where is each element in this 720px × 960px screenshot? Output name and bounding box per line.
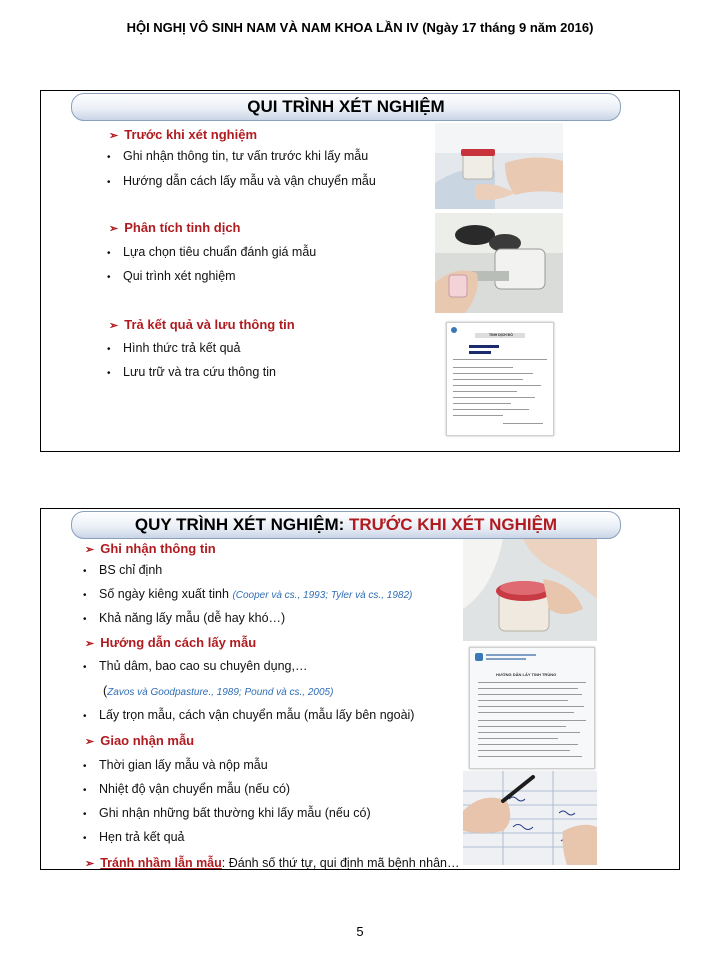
bullet-item: • Hình thức trả kết quả [107, 341, 241, 355]
bullet-item: • Thời gian lấy mẫu và nộp mẫu [83, 758, 268, 772]
microscope-photo [435, 213, 563, 313]
arrow-icon: ➢ [85, 736, 95, 748]
bullet-icon: • [107, 152, 111, 163]
slide-2-title: QUY TRÌNH XÉT NGHIỆM: TRƯỚC KHI XÉT NGHIỆM [71, 511, 621, 539]
bullet-icon: • [83, 662, 87, 673]
arrow-icon: ➢ [109, 223, 119, 235]
sample-guide-thumbnail [469, 647, 595, 769]
section-heading: ➢ Hướng dẫn cách lấy mẫu [85, 635, 257, 650]
bullet-item: • Lựa chọn tiêu chuẩn đánh giá mẫu [107, 245, 317, 259]
bullet-item: • Khả năng lấy mẫu (dễ hay khó…) [83, 611, 286, 625]
bullet-item: • Thủ dâm, bao cao su chuyên dụng,… [83, 659, 308, 673]
bullet-icon: • [83, 833, 87, 844]
bullet-icon: • [107, 248, 111, 259]
arrow-icon: ➢ [109, 320, 119, 332]
bullet-icon: • [83, 566, 87, 577]
bullet-icon: • [83, 761, 87, 772]
section-heading: ➢ Trả kết quả và lưu thông tin [109, 317, 295, 332]
arrow-icon: ➢ [85, 858, 95, 870]
bullet-icon: • [107, 177, 111, 188]
bullet-icon: • [83, 590, 87, 601]
citation-line: (Zavos và Goodpasture., 1989; Pound và cs., 2005) [103, 684, 334, 698]
slide-1-title: QUI TRÌNH XÉT NGHIỆM [71, 93, 621, 121]
bullet-icon: • [83, 614, 87, 625]
bullet-item: • Hướng dẫn cách lấy mẫu và vận chuyển mẫu [107, 174, 376, 188]
slide-1 [40, 90, 680, 452]
arrow-icon: ➢ [85, 544, 95, 556]
section-heading: ➢ Giao nhận mẫu [85, 733, 195, 748]
bullet-icon: • [83, 711, 87, 722]
writing-form-photo [463, 771, 597, 865]
conference-header: HỘI NGHỊ VÔ SINH NAM VÀ NAM KHOA LẦN IV (Ngày 17 tháng 9 năm 2016) [126, 20, 594, 35]
bullet-item: • Qui trình xét nghiệm [107, 269, 236, 283]
page-number: 5 [356, 924, 364, 939]
bullet-item: • Nhiệt độ vận chuyển mẫu (nếu có) [83, 782, 291, 796]
bullet-item: • Ghi nhận những bất thường khi lấy mẫu (nếu có) [83, 806, 371, 820]
bullet-icon: • [107, 272, 111, 283]
bullet-item: • BS chỉ định [83, 563, 163, 577]
section-heading: ➢ Ghi nhận thông tin [85, 541, 216, 556]
section-heading-cut: ➢ Tránh nhầm lẫn mẫu: Đánh số thứ tự, qui định mã bệnh nhân… [85, 856, 460, 870]
section-heading: ➢ Phân tích tinh dịch [109, 220, 241, 235]
bullet-item: • Số ngày kiêng xuất tinh (Cooper và cs., 1993; Tyler và cs., 1982) [83, 587, 413, 601]
bullet-icon: • [107, 368, 111, 379]
bullet-item: • Lấy trọn mẫu, cách vận chuyển mẫu (mẫu lấy bên ngoài) [83, 708, 415, 722]
slide-2 [40, 508, 680, 870]
arrow-icon: ➢ [85, 638, 95, 650]
section-heading: ➢ Trước khi xét nghiệm [109, 127, 258, 142]
report-thumbnail [446, 322, 554, 436]
bullet-item: • Ghi nhận thông tin, tư vấn trước khi lấy mẫu [107, 149, 369, 163]
citation: (Cooper và cs., 1993; Tyler và cs., 1982) [232, 590, 413, 601]
arrow-icon: ➢ [109, 130, 119, 142]
sample-cup-photo [435, 123, 563, 209]
guide-thumb-title: HƯỚNG DẪN LẤY TINH TRÙNG [496, 672, 557, 677]
report-thumb-title: TINH DỊCH ĐỒ [489, 333, 513, 337]
sample-cup-closeup-photo [463, 539, 597, 641]
bullet-icon: • [107, 344, 111, 355]
bullet-item: • Hẹn trả kết quả [83, 830, 185, 844]
bullet-icon: • [83, 809, 87, 820]
bullet-item: • Lưu trữ và tra cứu thông tin [107, 365, 276, 379]
bullet-icon: • [83, 785, 87, 796]
